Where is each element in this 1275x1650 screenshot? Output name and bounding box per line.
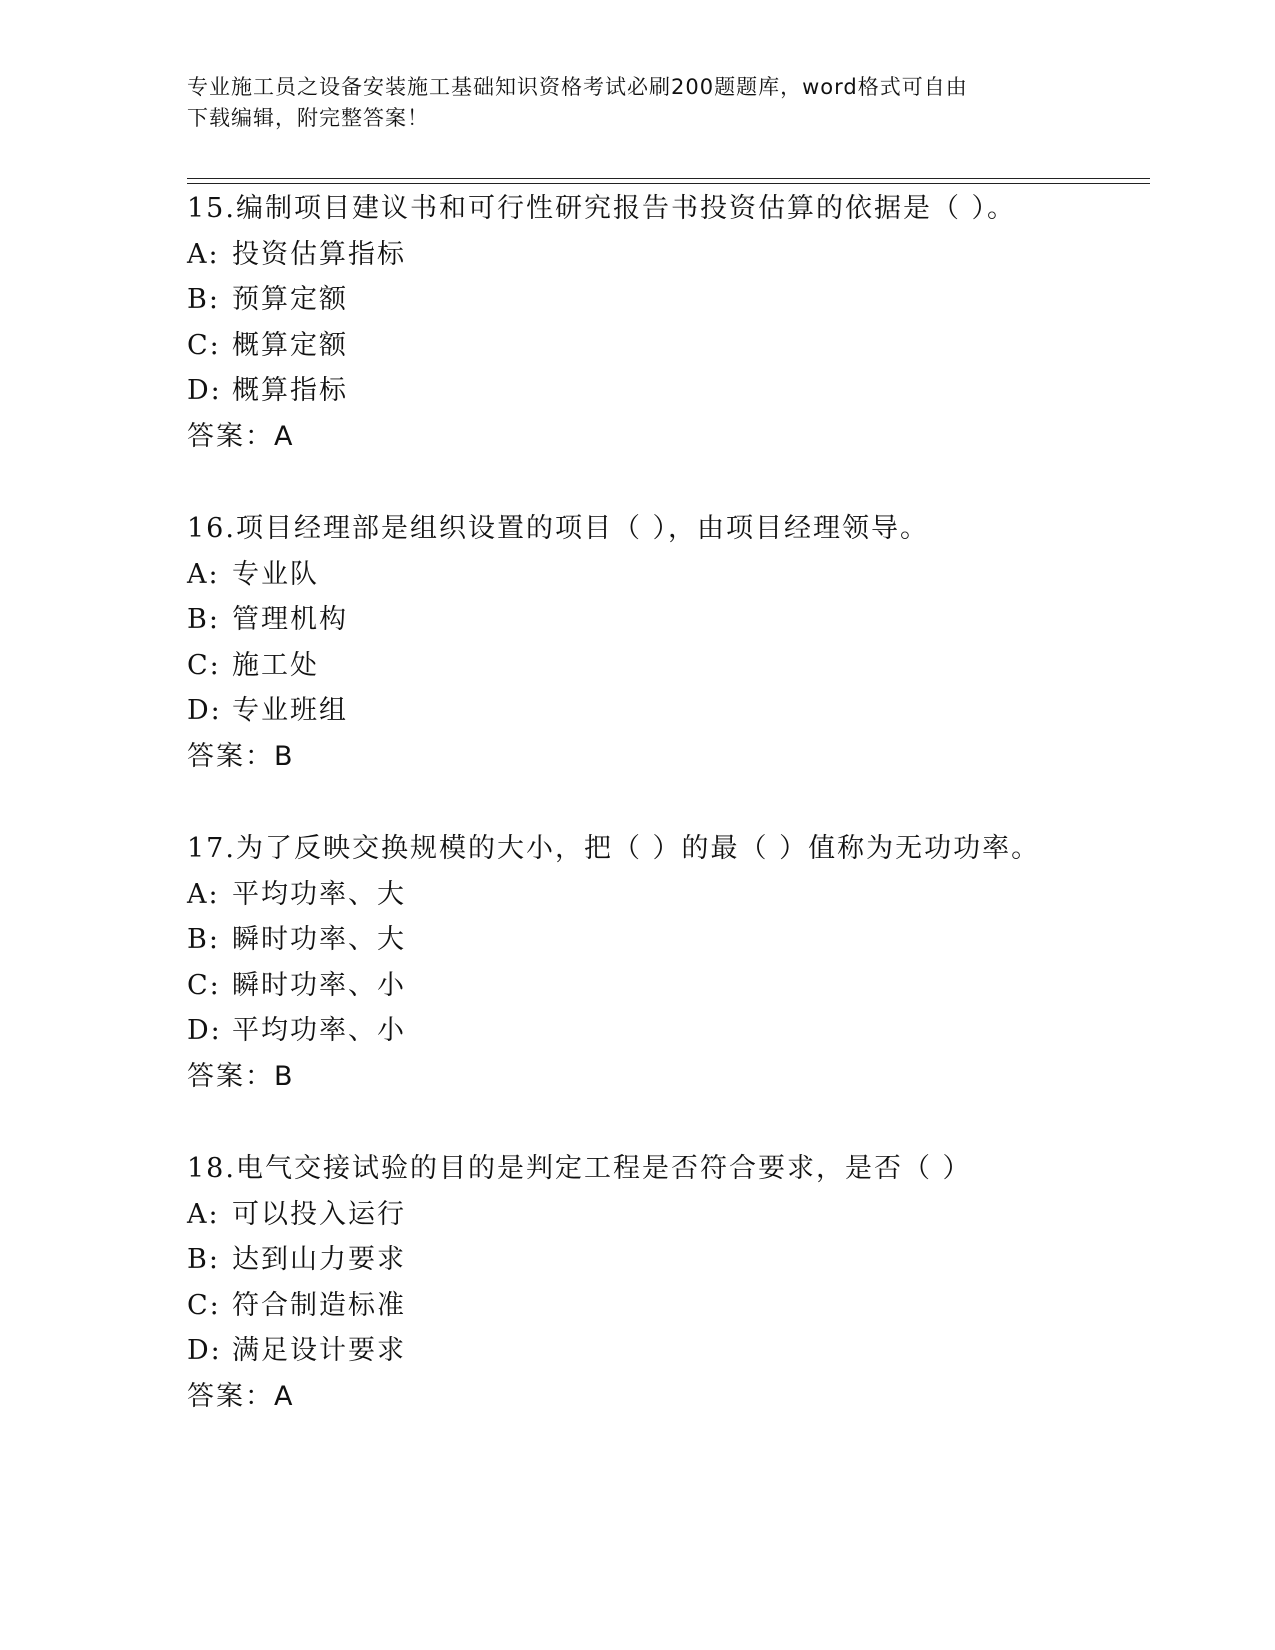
option-letter: D: [187,695,222,726]
option-text: 概算定额 [232,329,348,361]
option-text: 施工处 [232,649,319,681]
option-letter: A: [187,878,220,910]
option-letter: D: [187,375,222,406]
answer-line: 答案：A [187,1380,295,1412]
option-c [187,1283,1147,1329]
option-d [187,688,1147,734]
option-letter: B: [187,924,220,955]
header-line-2: 下载编辑，附完整答案！ [187,106,429,130]
option-d [187,368,1147,414]
option-text: 平均功率、小 [232,1015,406,1046]
question-18 [187,1146,1147,1419]
header-line-1: 专业施工员之设备安装施工基础知识资格考试必刷200题题库，word格式可自由 [187,75,968,99]
option-letter: D: [187,1335,222,1366]
option-a [187,1192,1147,1238]
option-d [187,1328,1147,1374]
question-stem: 18.电气交接试验的目的是判定工程是否符合要求，是否（ ） [187,1153,972,1184]
option-text: 专业班组 [232,695,348,726]
question-stem: 15.编制项目建议书和可行性研究报告书投资估算的依据是（ ）。 [187,193,1017,224]
option-letter: D: [187,1015,222,1046]
option-text: 管理机构 [232,604,348,635]
option-text: 符合制造标准 [232,1289,406,1321]
option-text: 概算指标 [232,375,348,406]
option-text: 专业队 [232,558,319,590]
option-letter: B: [187,1244,220,1275]
option-text: 可以投入运行 [232,1198,406,1230]
option-letter: B: [187,604,220,635]
option-c [187,323,1147,369]
question-16 [187,506,1147,779]
option-letter: B: [187,284,220,315]
option-b [187,277,1147,323]
option-b [187,917,1147,963]
question-stem: 17.为了反映交换规模的大小，把（ ）的最（ ）值称为无功功率。 [187,833,1041,864]
document-header [187,72,1067,134]
option-letter: C: [187,329,221,361]
header-divider-bottom [187,183,1150,184]
option-text: 瞬时功率、大 [232,924,406,955]
option-letter: A: [187,238,220,270]
option-letter: C: [187,969,221,1001]
option-b [187,1237,1147,1283]
answer-line: 答案：B [187,740,295,772]
option-letter: A: [187,558,220,590]
option-c [187,963,1147,1009]
option-letter: C: [187,649,221,681]
option-d [187,1008,1147,1054]
option-a [187,232,1147,278]
option-a [187,872,1147,918]
answer-line: 答案：B [187,1060,295,1092]
question-15 [187,186,1147,459]
option-c [187,643,1147,689]
answer-line: 答案：A [187,420,295,452]
option-letter: C: [187,1289,221,1321]
header-divider-top [187,178,1150,179]
option-b [187,597,1147,643]
option-text: 达到山力要求 [232,1244,406,1275]
option-a [187,552,1147,598]
option-text: 预算定额 [232,284,348,315]
question-stem: 16.项目经理部是组织设置的项目（ ），由项目经理领导。 [187,513,930,544]
option-text: 投资估算指标 [232,238,406,270]
option-text: 平均功率、大 [232,878,406,910]
option-text: 瞬时功率、小 [232,969,406,1001]
question-17 [187,826,1147,1099]
option-letter: A: [187,1198,220,1230]
option-text: 满足设计要求 [232,1335,406,1366]
